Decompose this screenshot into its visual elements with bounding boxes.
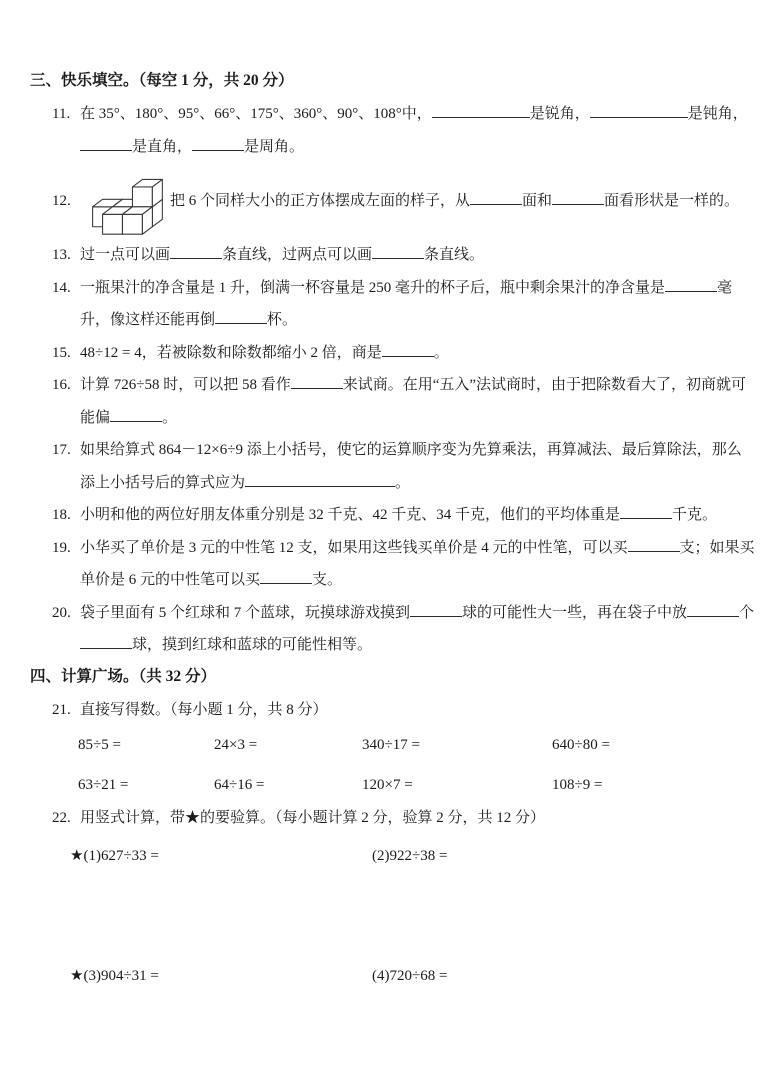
question-number: 18. (52, 507, 71, 523)
calc-expression: (4)720÷68 = (372, 967, 448, 984)
blank-line (291, 375, 343, 389)
blank-line (470, 191, 522, 205)
question-item (30, 434, 756, 499)
question-text (80, 434, 756, 499)
question-item (30, 163, 756, 239)
blank-line (372, 245, 424, 259)
question-number: 19. (52, 539, 71, 556)
calc-expression: 340÷17 = (362, 737, 420, 753)
question-text (80, 802, 756, 835)
text-run: 支；如果买单价是 6 元的中性笔可以买 (80, 539, 755, 588)
blank-line (110, 408, 162, 422)
section-title: 三、快乐填空。 (30, 72, 139, 89)
question-item (30, 802, 756, 835)
text-run: 支。 (312, 572, 343, 588)
text-run: 是直角， (132, 138, 193, 155)
question-text (80, 532, 756, 597)
question-item (30, 694, 756, 727)
blank-line (590, 104, 688, 118)
text-run: 毫升，像这样还能再倒 (80, 279, 733, 328)
calc-expression: 63÷21 = (78, 777, 129, 793)
blank-line (620, 505, 672, 519)
blank-line (245, 473, 395, 487)
text-run: 个 (739, 604, 755, 621)
blank-line (80, 635, 132, 649)
calculation-grid (30, 730, 756, 800)
text-run: 面和 (522, 192, 553, 209)
blank-line (628, 538, 680, 552)
question-text (80, 272, 756, 337)
text-run: 是锐角， (529, 106, 590, 122)
text-run: 是钝角， (687, 106, 748, 122)
text-run: 条直线。 (424, 247, 485, 263)
section-score: （共 32 分） (138, 667, 217, 685)
text-run: 来试商。在用“五入”法试商时，由于把除数看大了，初商就可能偏 (80, 377, 747, 426)
text-run: 面看形状是一样的。 (604, 192, 740, 209)
section-score: （每空 1 分，共 20 分） (138, 72, 294, 89)
blank-line (432, 104, 530, 118)
calc-expression: ★(3)904÷31 = (70, 967, 159, 984)
question-number: 20. (52, 604, 71, 621)
question-item (30, 369, 756, 434)
calc-expression: 640÷80 = (552, 737, 610, 753)
question-number: 13. (52, 247, 71, 263)
text-run: 直接写得数。（每小题 1 分，共 8 分） (80, 701, 328, 718)
text-run: 48÷12 = 4，若被除数和除数都缩小 2 倍，商是 (80, 344, 382, 361)
text-run: 在 35°、180°、95°、66°、175°、360°、90°、108°中， (80, 106, 432, 122)
text-run: 过一点可以画 (80, 247, 171, 263)
question-item (30, 98, 756, 163)
question-number: 12. (52, 192, 71, 209)
question-item (30, 597, 756, 662)
text-run: 是周角。 (244, 138, 305, 155)
question-item (30, 239, 756, 272)
blank-line (665, 278, 717, 292)
blank-line (687, 603, 739, 617)
question-item (30, 532, 756, 597)
text-run: 杯。 (267, 312, 298, 328)
text-run: 计算 726÷58 时，可以把 58 看作 (80, 377, 291, 393)
section-heading (30, 662, 756, 692)
calc-expression: 108÷9 = (552, 777, 603, 793)
question-number: 22. (52, 810, 71, 826)
question-number: 17. (52, 442, 71, 458)
question-item (30, 499, 756, 532)
calc-expression: (2)922÷38 = (372, 847, 448, 864)
text-run: 。 (395, 474, 411, 491)
question-number: 15. (52, 344, 71, 361)
calc-expression: 120×7 = (362, 777, 413, 793)
text-run: 如果给算式 864－12×6÷9 添上小括号，使它的运算顺序变为先算乘法，再算减法、最后算除法，那么添上小括号后的算式应为 (80, 442, 742, 491)
question-text (80, 597, 756, 662)
text-run: 条直线，过两点可以画 (222, 247, 373, 263)
blank-line (80, 137, 132, 151)
text-run: 。 (162, 409, 178, 426)
text-run: 千克。 (672, 507, 718, 523)
question-number: 21. (52, 701, 71, 718)
text-run: 用竖式计算，带★的要验算。（每小题计算 2 分，验算 2 分，共 12 分） (80, 810, 546, 826)
blank-line (215, 310, 267, 324)
text-run: 球的可能性大一些，再在袋子中放 (462, 604, 688, 621)
calc-expression: ★(1)627÷33 = (70, 847, 159, 864)
question-text (170, 185, 756, 218)
text-run: 一瓶果汁的净含量是 1 升，倒满一杯容量是 250 毫升的杯子后，瓶中剩余果汁的净含量是 (80, 279, 666, 296)
blank-line (260, 570, 312, 584)
cube-figure (76, 166, 164, 236)
section-heading (30, 66, 756, 96)
question-text (80, 499, 756, 532)
question-number: 11. (52, 106, 71, 122)
blank-line (170, 245, 222, 259)
text-run: 小华买了单价是 3 元的中性笔 12 支，如果用这些钱买单价是 4 元的中性笔，可以买 (80, 539, 628, 556)
calc-expression: 85÷5 = (78, 737, 121, 753)
question-number: 16. (52, 377, 71, 393)
text-run: 球，摸到红球和蓝球的可能性相等。 (132, 637, 373, 653)
question-text (80, 694, 756, 727)
blank-line (552, 191, 604, 205)
text-run: 把 6 个同样大小的正方体摆成左面的样子，从 (170, 192, 471, 209)
question-text (80, 239, 756, 272)
text-run: 小明和他的两位好朋友体重分别是 32 千克、42 千克、34 千克，他们的平均体重是 (80, 507, 621, 523)
question-text (80, 369, 756, 434)
question-number: 14. (52, 279, 71, 296)
question-item (30, 337, 756, 370)
question-text (80, 98, 756, 163)
calc-expression: 64÷16 = (214, 777, 265, 793)
blank-line (192, 137, 244, 151)
section-title: 四、计算广场。 (30, 667, 139, 685)
blank-line (382, 343, 434, 357)
text-run: 袋子里面有 5 个红球和 7 个蓝球，玩摸球游戏摸到 (80, 604, 411, 621)
text-run: 。 (433, 344, 449, 361)
calculation-grid (30, 841, 756, 991)
blank-line (410, 603, 462, 617)
question-item (30, 272, 756, 337)
question-text (80, 337, 756, 370)
calc-expression: 24×3 = (214, 737, 258, 753)
